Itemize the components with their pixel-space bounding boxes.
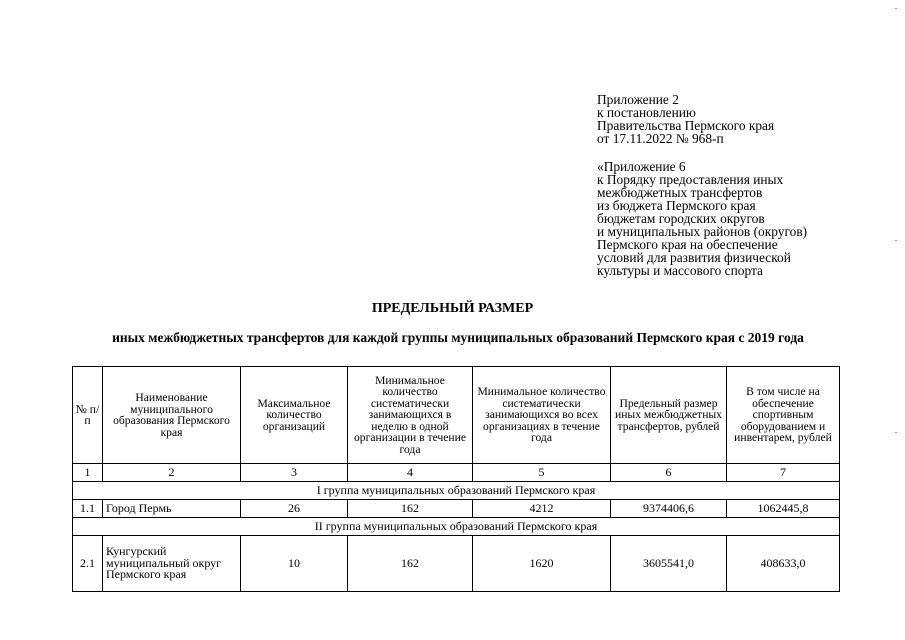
appendix-line: от 17.11.2022 № 968-п xyxy=(597,131,724,146)
column-number: 6 xyxy=(611,464,727,482)
appendix-block xyxy=(597,93,897,277)
min-all-value: 1620 xyxy=(473,536,611,592)
appendix-line: Приложение 2 xyxy=(597,92,679,107)
header-cell-min-weekly: Минимальное количество систематически занимающихся в неделю в одной организации в течение года xyxy=(348,367,473,464)
appendix-quote-line: и муниципальных районов (округов) xyxy=(597,224,808,239)
column-number: 2 xyxy=(103,464,241,482)
appendix-quote-line: межбюджетных трансфертов xyxy=(597,185,763,200)
group-label: I группа муниципальных образований Пермского края xyxy=(73,482,840,500)
group-row xyxy=(73,482,840,500)
appendix-quote-line: культуры и массового спорта xyxy=(597,263,763,278)
appendix-quote-line: к Порядку предоставления иных xyxy=(597,172,784,187)
limit-value: 3605541,0 xyxy=(611,536,727,592)
header-cell-equipment: В том числе на обеспечение спортивным оборудованием и инвентарем, рублей xyxy=(727,367,840,464)
column-number-row xyxy=(73,464,840,482)
header-cell-name: Наименование муниципального образования Пермского края xyxy=(103,367,241,464)
min-all-value: 4212 xyxy=(473,500,611,518)
group-row xyxy=(73,518,840,536)
appendix-line: Правительства Пермского края xyxy=(597,118,775,133)
group-label: II группа муниципальных образований Пермского края xyxy=(73,518,840,536)
municipality-name: Кунгурский муниципальный округ Пермского края xyxy=(103,536,241,592)
scan-mark xyxy=(895,8,897,9)
equipment-value: 1062445,8 xyxy=(727,500,840,518)
header-cell-limit: Предельный размер иных межбюджетных трансфертов, рублей xyxy=(611,367,727,464)
appendix-quote-line: «Приложение 6 xyxy=(597,159,686,174)
row-number: 1.1 xyxy=(73,500,103,518)
appendix-quote-line: из бюджета Пермского края xyxy=(597,198,756,213)
header-cell-min-all: Минимальное количество систематически занимающихся во всех организациях в течение года xyxy=(473,367,611,464)
municipality-name: Город Пермь xyxy=(103,500,241,518)
appendix-quote-line: бюджетам городских округов xyxy=(597,211,765,226)
header-cell-max-orgs: Максимальное количество организаций xyxy=(241,367,348,464)
scan-mark xyxy=(895,240,897,241)
header-cell-number: № п/п xyxy=(73,367,103,464)
max-orgs-value: 26 xyxy=(241,500,348,518)
column-number: 5 xyxy=(473,464,611,482)
equipment-value: 408633,0 xyxy=(727,536,840,592)
transfers-table xyxy=(72,366,840,592)
column-number: 7 xyxy=(727,464,840,482)
scan-mark xyxy=(895,432,897,433)
row-number: 2.1 xyxy=(73,536,103,592)
table-row xyxy=(73,500,840,518)
appendix-line: к постановлению xyxy=(597,105,696,120)
appendix-quote-line: Пермского края на обеспечение xyxy=(597,237,778,252)
appendix-quote-line: условий для развития физической xyxy=(597,250,791,265)
min-weekly-value: 162 xyxy=(348,500,473,518)
limit-value: 9374406,6 xyxy=(611,500,727,518)
table-header-row xyxy=(73,367,840,464)
document-subtitle: иных межбюджетных трансфертов для каждой группы муниципальных образований Пермского края с 2019 года xyxy=(112,330,804,345)
column-number: 1 xyxy=(73,464,103,482)
min-weekly-value: 162 xyxy=(348,536,473,592)
column-number: 3 xyxy=(241,464,348,482)
column-number: 4 xyxy=(348,464,473,482)
table-row xyxy=(73,536,840,592)
max-orgs-value: 10 xyxy=(241,536,348,592)
document-title: ПРЕДЕЛЬНЫЙ РАЗМЕР xyxy=(371,301,534,316)
